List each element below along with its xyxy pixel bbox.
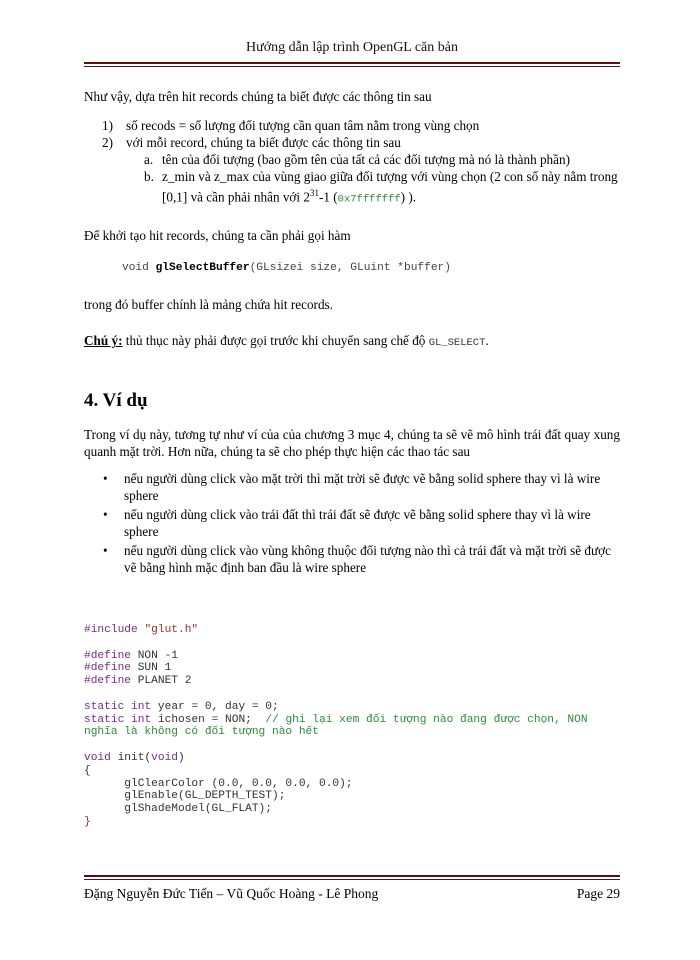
bullet-item — [84, 470, 620, 504]
list-item-text: với mỗi record, chúng ta biết được các thông tin sau — [126, 135, 401, 150]
code-keyword: static — [84, 713, 125, 726]
list-number: 2) — [102, 135, 113, 150]
header-rule — [84, 62, 620, 67]
footer-authors: Đặng Nguyễn Đức Tiến – Vũ Quốc Hoàng - Lê Phong — [84, 886, 379, 901]
bullet-text: nếu người dùng click vào vùng không thuộc đối tượng nào thì cả trái đất và mặt trời sẽ được vẽ bằng hình mặc định ban đầu là wire sphere — [124, 543, 611, 576]
code-keyword: void — [84, 751, 111, 764]
code-text: PLANET 2 — [131, 675, 192, 688]
init-paragraph: Để khởi tạo hit records, chúng ta cần phải gọi hàm — [84, 228, 351, 244]
code-line: glEnable(GL_DEPTH_TEST); — [84, 790, 286, 803]
sub-list — [126, 151, 620, 208]
bullet-item — [84, 506, 620, 540]
list-item — [84, 134, 620, 208]
sub-list-text: ) ). — [400, 189, 417, 205]
bullet-item — [84, 542, 620, 576]
function-signature — [122, 260, 620, 277]
code-line: glClearColor (0.0, 0.0, 0.0, 0.0); — [84, 777, 353, 790]
code-text: ) — [178, 751, 185, 764]
sub-list-item — [84, 151, 620, 168]
code-text: NON -1 — [131, 649, 178, 662]
page-content — [84, 88, 620, 578]
sub-list-item — [84, 168, 620, 208]
sub-list-letter: b. — [144, 169, 154, 184]
gl-select-mode: GL_SELECT — [428, 337, 486, 350]
numbered-list — [84, 117, 620, 208]
page-footer — [84, 886, 620, 902]
func-args: (GLsizei size, GLuint *buffer) — [249, 262, 451, 275]
example-paragraph: Trong ví dụ này, tương tự như ví của của chương 3 mục 4, chúng ta sẽ vẽ mô hình trái đất quay xung quanh mặt trời. Hơn nữa, chúng ta sẽ cho phép thực hiện các thao tác sau — [84, 427, 620, 460]
sub-list-text: -1 ( — [318, 189, 338, 205]
code-keyword: void — [151, 751, 179, 764]
code-keyword: static — [84, 700, 125, 713]
note-paragraph — [84, 332, 620, 352]
page-number: Page 29 — [576, 886, 620, 901]
list-item — [84, 117, 620, 134]
code-brace: } — [84, 815, 91, 828]
bullet-icon: • — [103, 471, 108, 487]
note-label: Chú ý: — [84, 333, 123, 349]
note-text: thủ thục này phải được gọi trước khi chuyển sang chế độ — [122, 333, 429, 349]
bullet-list — [84, 470, 620, 576]
code-keyword: #define — [84, 675, 131, 688]
code-comment: // ghi lại xem đối tượng nào đang được chọn, NON — [265, 713, 588, 726]
code-keyword: #define — [84, 662, 131, 675]
code-text: init( — [110, 751, 152, 764]
func-prefix: void — [122, 262, 156, 275]
list-item-text: số recods = số lượng đối tượng cần quan tâm nằm trong vùng chọn — [126, 118, 480, 133]
exponent: 31 — [309, 188, 319, 198]
sub-list-text: z_min và z_max của vùng giao giữa đối tượng với vùng chọn (2 con số này nằm trong [0,1] và cần phải nhân với 2 — [162, 169, 618, 205]
sub-list-letter: a. — [144, 152, 154, 167]
code-text: SUN 1 — [131, 662, 172, 675]
note-end: . — [485, 333, 489, 349]
bullet-text: nếu người dùng click vào mặt trời thì mặt trời sẽ được vẽ bằng solid sphere thay vì là wire sphere — [124, 471, 601, 504]
code-text: ichosen = NON; — [151, 713, 266, 726]
code-brace: { — [84, 764, 91, 777]
code-comment: nghĩa là không có đối tượng nào hết — [84, 726, 319, 739]
code-keyword: int — [131, 713, 152, 726]
code-keyword: #define — [84, 649, 131, 662]
section-title: 4. Ví dụ — [84, 390, 148, 412]
footer-rule — [84, 875, 620, 880]
code-line: glShadeModel(GL_FLAT); — [84, 803, 272, 816]
bullet-text: nếu người dùng click vào trái đất thì trái đất sẽ được vẽ bằng solid sphere thay vì là wire sphere — [124, 507, 591, 540]
hex-value: 0x7fffffff — [337, 193, 401, 206]
sub-list-text: tên của đối tượng (bao gồm tên của tất cả các đối tượng mà nó là thành phần) — [162, 152, 570, 167]
buffer-paragraph: trong đó buffer chính là mảng chứa hit records. — [84, 297, 333, 313]
page-header: Hướng dẫn lập trình OpenGL căn bản — [246, 40, 458, 55]
bullet-icon: • — [103, 507, 108, 523]
code-keyword: int — [131, 700, 152, 713]
func-name: glSelectBuffer — [155, 262, 250, 275]
code-string: "glut.h" — [144, 624, 199, 636]
code-block — [84, 624, 620, 829]
code-text: year = 0, day = 0; — [151, 700, 279, 713]
intro-paragraph: Như vậy, dựa trên hit records chúng ta biết được các thông tin sau — [84, 89, 432, 104]
list-number: 1) — [102, 118, 113, 133]
bullet-icon: • — [103, 543, 108, 559]
code-keyword: #include — [84, 624, 138, 636]
